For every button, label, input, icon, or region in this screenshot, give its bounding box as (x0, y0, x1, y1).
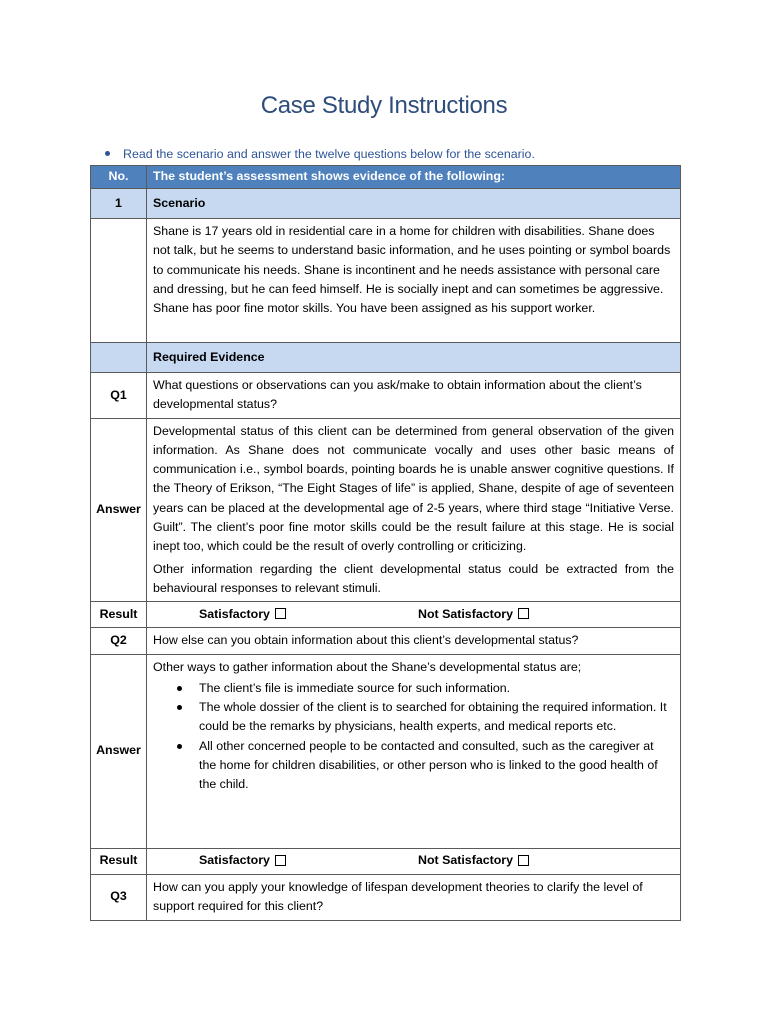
q2-satisfactory-label: Satisfactory (199, 853, 270, 868)
q2-answer-list (153, 679, 674, 795)
empty-cell (91, 219, 147, 343)
scenario-text: Shane is 17 years old in residential care in a home for children with disabilities. Shane does not talk, but he seems to understand basic information, and he uses pointing or symbol boards to communicate his needs. Shane is incontinent and he needs assistance with personal care and dressing, but he can feed himself. He is socially inept and can sometimes be aggressive. Shane has poor fine motor skills. You have been assigned as his support worker. (147, 219, 681, 343)
q2-answer-intro: Other ways to gather information about the Shane’s developmental status are; (153, 659, 582, 674)
q2-not-satisfactory-option[interactable] (418, 853, 529, 867)
q1-question: What questions or observations can you ask/make to obtain information about the client’s developmental status? (147, 373, 681, 419)
q1-result-row (91, 602, 681, 628)
list-item: The client’s file is immediate source for such information. (153, 679, 674, 698)
q2-result-options (147, 848, 681, 874)
q1-answer-paragraph-2: Other information regarding the client developmental status could be extracted from the behavioural responses to relevant stimuli. (153, 561, 674, 595)
empty-cell (91, 343, 147, 373)
instruction-text: Read the scenario and answer the twelve questions below for the scenario. (123, 147, 535, 161)
scenario-text-row (91, 219, 681, 343)
q1-satisfactory-option[interactable] (153, 605, 418, 624)
q1-result-options (147, 602, 681, 628)
q2-answer-label: Answer (91, 654, 147, 848)
q1-answer-row (91, 418, 681, 602)
page-title: Case Study Instructions (260, 92, 508, 119)
q1-not-satisfactory-option[interactable] (418, 607, 529, 621)
list-item: All other concerned people to be contacted and consulted, such as the caregiver at the home for children disabilities, or other person who is linked to the good health of the child. (153, 737, 674, 795)
q2-result-row (91, 848, 681, 874)
q2-question: How else can you obtain information about this client’s developmental status? (147, 628, 681, 654)
q2-answer (147, 654, 681, 848)
checkbox-icon[interactable] (518, 855, 529, 866)
list-item: The whole dossier of the client is to searched for obtaining the required information. It could be the remarks by physicians, health experts, and medical reports etc. (153, 698, 674, 737)
checkbox-icon[interactable] (275, 855, 286, 866)
q3-row (91, 874, 681, 920)
q2-answer-row (91, 654, 681, 848)
q1-answer-paragraph-1: Developmental status of this client can be determined from general observation of the given information. As Shane does not communicate vocally and uses other basic means of communication i.e., symbol boards, pointing boards he is unable answer cognitive questions. If the Theory of Erikson, “The Eight Stages of life” is applied, Shane, despite of age of seventeen years can be placed at the developmental age of 2-5 years, where third stage “Initiative Verse. Guilt”. The client’s poor fine motor skills could be the result failure at this stage. He is social inept too, which could be the result of overly controlling or criticizing. (153, 423, 674, 554)
checkbox-icon[interactable] (518, 608, 529, 619)
q1-row (91, 373, 681, 419)
scenario-label: Scenario (147, 189, 681, 219)
q1-answer-label: Answer (91, 418, 147, 602)
bullet-icon (105, 151, 110, 156)
q1-satisfactory-label: Satisfactory (199, 607, 270, 622)
assessment-table (90, 165, 681, 921)
q3-question: How can you apply your knowledge of lifespan development theories to clarify the level of support required for this client? (147, 874, 681, 920)
scenario-number: 1 (91, 189, 147, 219)
scenario-row (91, 189, 681, 219)
instruction-line (105, 147, 535, 161)
q1-not-satisfactory-label: Not Satisfactory (418, 607, 514, 622)
q1-result-label: Result (91, 602, 147, 628)
q2-satisfactory-option[interactable] (153, 851, 418, 870)
q2-not-satisfactory-label: Not Satisfactory (418, 853, 514, 868)
q2-result-label: Result (91, 848, 147, 874)
required-evidence-label: Required Evidence (147, 343, 681, 373)
checkbox-icon[interactable] (275, 608, 286, 619)
q3-label: Q3 (91, 874, 147, 920)
required-evidence-row (91, 343, 681, 373)
table-header-row (91, 166, 681, 189)
q1-label: Q1 (91, 373, 147, 419)
header-no: No. (91, 166, 147, 189)
header-text: The student’s assessment shows evidence of the following: (147, 166, 681, 189)
q2-label: Q2 (91, 628, 147, 654)
q1-answer (147, 418, 681, 602)
q2-row (91, 628, 681, 654)
